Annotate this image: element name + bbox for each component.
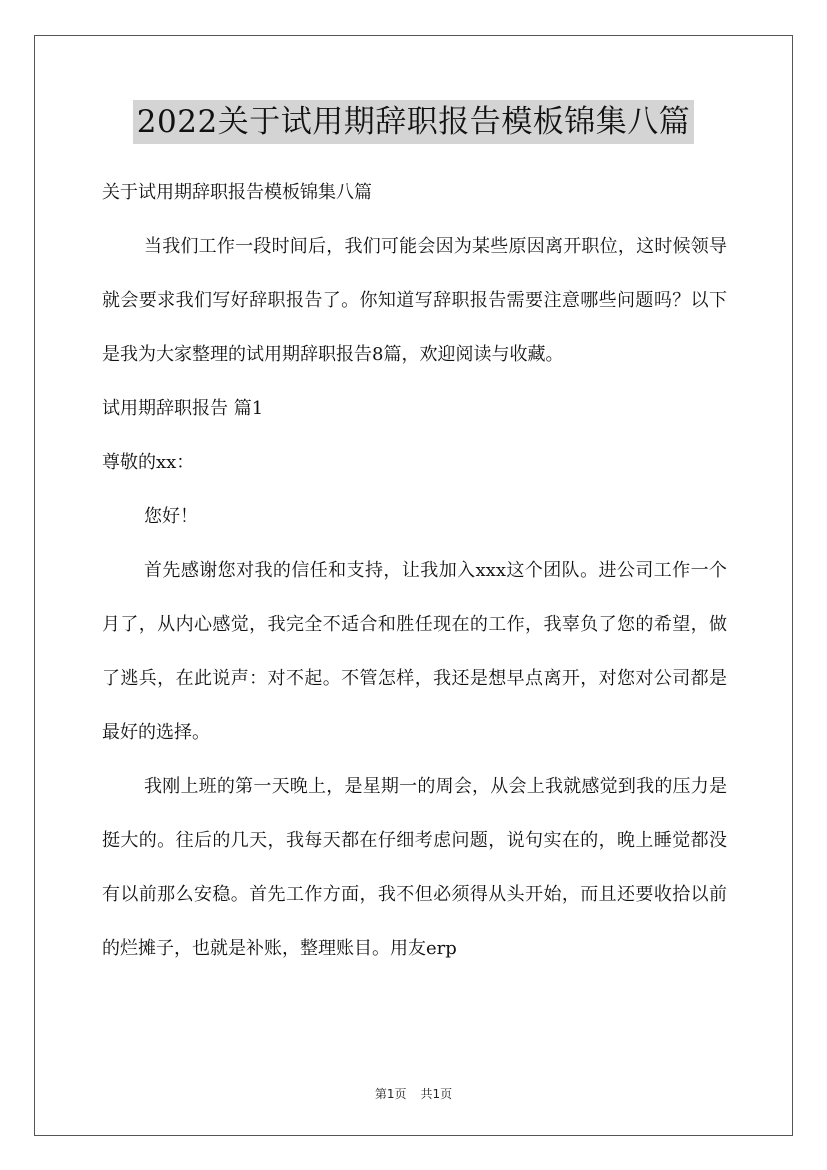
document-body [102,166,727,976]
section-heading: 试用期辞职报告 篇1 [102,398,264,419]
document-subtitle: 关于试用期辞职报告模板锦集八篇 [102,182,372,203]
salutation: 尊敬的xx： [102,452,195,473]
greeting: 您好！ [144,506,198,527]
page-total: 共1页 [420,1087,453,1101]
document-title [0,100,827,144]
document-title-text: 2022关于试用期辞职报告模板锦集八篇 [133,100,694,144]
intro-paragraph: 当我们工作一段时间后，我们可能会因为某些原因离开职位，这时候领导就会要求我们写好辞职报告了。你知道写辞职报告需要注意哪些问题吗？以下是我为大家整理的试用期辞职报告8篇，欢迎阅读与收藏。 [102,236,727,365]
body-paragraph-2: 我刚上班的第一天晚上，是星期一的周会，从会上我就感觉到我的压力是挺大的。往后的几天，我每天都在仔细考虑问题，说句实在的，晚上睡觉都没有以前那么安稳。首先工作方面，我不但必须得从头开始，而且还要收拾以前的烂摊子，也就是补账，整理账目。用友erp [102,776,727,959]
page-footer [0,1085,827,1102]
page-number: 第1页 [374,1087,407,1101]
body-paragraph-1: 首先感谢您对我的信任和支持，让我加入xxx这个团队。进公司工作一个月了，从内心感觉，我完全不适合和胜任现在的工作，我辜负了您的希望，做了逃兵，在此说声：对不起。不管怎样，我还是想早点离开，对您对公司都是最好的选择。 [102,560,727,743]
